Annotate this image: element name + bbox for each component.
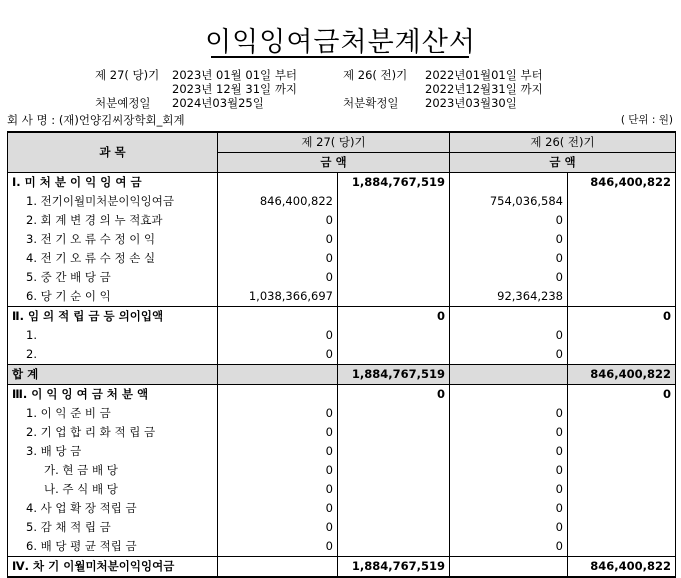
- current-detail-amount: 0: [218, 249, 338, 268]
- prior-total-amount: [568, 442, 676, 461]
- prior-total-amount: [568, 404, 676, 423]
- account-label: 가. 현 금 배 당: [8, 461, 218, 480]
- current-detail-amount: 0: [218, 404, 338, 423]
- prior-total-amount: 846,400,822: [568, 365, 676, 385]
- current-disposal-label: 처분예정일: [95, 96, 151, 110]
- account-label: Ⅲ. 이 익 잉 여 금 처 분 액: [8, 385, 218, 405]
- current-total-amount: [338, 518, 450, 537]
- table-row: [8, 249, 676, 268]
- prior-period-from: 2022년01월01일 부터: [425, 68, 543, 82]
- prior-detail-amount: 0: [450, 537, 568, 557]
- current-total-amount: [338, 192, 450, 211]
- prior-total-amount: [568, 192, 676, 211]
- current-total-amount: [338, 461, 450, 480]
- prior-period-column-header: 제 26( 전)기: [450, 132, 676, 153]
- current-total-amount: [338, 249, 450, 268]
- table-row: [8, 345, 676, 365]
- current-total-amount: [338, 326, 450, 345]
- current-total-amount: [338, 423, 450, 442]
- table-row: [8, 423, 676, 442]
- table-row: [8, 287, 676, 307]
- current-detail-amount: [218, 385, 338, 405]
- current-disposal-date: 2024년03월25일: [172, 96, 264, 110]
- current-detail-amount: 0: [218, 480, 338, 499]
- table-row: [8, 211, 676, 230]
- table-row: [8, 480, 676, 499]
- table-row: [8, 268, 676, 287]
- account-label: 4. 전 기 오 류 수 정 손 실: [8, 249, 218, 268]
- account-label: 3. 전 기 오 류 수 정 이 익: [8, 230, 218, 249]
- table-row: [8, 537, 676, 557]
- prior-detail-amount: 0: [450, 480, 568, 499]
- prior-amount-header: 금 액: [450, 153, 676, 173]
- account-label: 합 계: [8, 365, 218, 385]
- account-label: 2.: [8, 345, 218, 365]
- prior-total-amount: 0: [568, 307, 676, 327]
- table-row: [8, 230, 676, 249]
- current-period-column-header: 제 27( 당)기: [218, 132, 450, 153]
- prior-total-amount: 846,400,822: [568, 557, 676, 578]
- prior-detail-amount: 0: [450, 268, 568, 287]
- current-detail-amount: 0: [218, 268, 338, 287]
- prior-disposal-date: 2023년03월30일: [425, 96, 517, 110]
- current-detail-amount: 0: [218, 499, 338, 518]
- title-underline: [211, 56, 469, 58]
- prior-disposal-label: 처분확정일: [343, 96, 399, 110]
- table-row: [8, 307, 676, 327]
- table-row: [8, 518, 676, 537]
- prior-detail-amount: [450, 365, 568, 385]
- table-row: [8, 499, 676, 518]
- prior-detail-amount: 92,364,238: [450, 287, 568, 307]
- account-label: 4. 사 업 확 장 적립 금: [8, 499, 218, 518]
- prior-detail-amount: [450, 307, 568, 327]
- current-total-amount: 1,884,767,519: [338, 173, 450, 193]
- current-total-amount: 1,884,767,519: [338, 557, 450, 578]
- account-label: 3. 배 당 금: [8, 442, 218, 461]
- current-total-amount: [338, 287, 450, 307]
- prior-total-amount: [568, 326, 676, 345]
- current-detail-amount: 1,038,366,697: [218, 287, 338, 307]
- table-header-row: [8, 132, 676, 153]
- current-detail-amount: 0: [218, 442, 338, 461]
- prior-total-amount: [568, 480, 676, 499]
- prior-detail-amount: 0: [450, 230, 568, 249]
- prior-total-amount: [568, 345, 676, 365]
- prior-total-amount: [568, 268, 676, 287]
- current-detail-amount: [218, 173, 338, 193]
- table-row: [8, 192, 676, 211]
- current-detail-amount: 0: [218, 211, 338, 230]
- prior-total-amount: [568, 287, 676, 307]
- prior-detail-amount: 754,036,584: [450, 192, 568, 211]
- current-total-amount: [338, 499, 450, 518]
- current-detail-amount: [218, 365, 338, 385]
- prior-total-amount: [568, 249, 676, 268]
- table-row: [8, 365, 676, 385]
- prior-detail-amount: 0: [450, 326, 568, 345]
- prior-detail-amount: 0: [450, 442, 568, 461]
- prior-detail-amount: 0: [450, 211, 568, 230]
- account-label: 2. 회 계 변 경 의 누 적효과: [8, 211, 218, 230]
- current-detail-amount: 0: [218, 230, 338, 249]
- account-label: 1. 전기이월미처분이익잉여금: [8, 192, 218, 211]
- prior-detail-amount: [450, 173, 568, 193]
- account-label: 1.: [8, 326, 218, 345]
- table-row: [8, 461, 676, 480]
- current-total-amount: [338, 211, 450, 230]
- prior-detail-amount: [450, 385, 568, 405]
- account-label: Ⅰ. 미 처 분 이 익 잉 여 금: [8, 173, 218, 193]
- account-label: 5. 감 채 적 립 금: [8, 518, 218, 537]
- current-detail-amount: 0: [218, 537, 338, 557]
- account-label: 6. 당 기 순 이 익: [8, 287, 218, 307]
- current-total-amount: [338, 230, 450, 249]
- account-label: Ⅳ. 차 기 이월미처분이익잉여금: [8, 557, 218, 578]
- prior-period-to: 2022년12월31일 까지: [425, 82, 543, 96]
- current-total-amount: [338, 268, 450, 287]
- prior-detail-amount: 0: [450, 345, 568, 365]
- current-total-amount: [338, 345, 450, 365]
- table-row: [8, 385, 676, 405]
- prior-period-label: 제 26( 전)기: [343, 68, 408, 82]
- prior-detail-amount: 0: [450, 423, 568, 442]
- table-row: [8, 557, 676, 578]
- current-total-amount: [338, 480, 450, 499]
- table-row: [8, 326, 676, 345]
- company-name: 회 사 명 : (재)언양김씨장학회_회계: [7, 113, 185, 127]
- current-detail-amount: [218, 307, 338, 327]
- prior-detail-amount: 0: [450, 499, 568, 518]
- current-total-amount: [338, 404, 450, 423]
- account-label: 6. 배 당 평 균 적립 금: [8, 537, 218, 557]
- disposal-statement-table: [7, 131, 676, 578]
- prior-total-amount: 0: [568, 385, 676, 405]
- prior-total-amount: [568, 537, 676, 557]
- current-detail-amount: [218, 557, 338, 578]
- unit-label: ( 단위 : 원): [620, 114, 673, 126]
- account-label: Ⅱ. 임 의 적 립 금 등 의이입액: [8, 307, 218, 327]
- prior-total-amount: [568, 518, 676, 537]
- prior-total-amount: 846,400,822: [568, 173, 676, 193]
- prior-total-amount: [568, 461, 676, 480]
- account-label: 5. 중 간 배 당 금: [8, 268, 218, 287]
- prior-detail-amount: 0: [450, 461, 568, 480]
- current-total-amount: [338, 537, 450, 557]
- current-period-label: 제 27( 당)기: [95, 68, 160, 82]
- account-column-header: 과 목: [8, 132, 218, 173]
- current-total-amount: 1,884,767,519: [338, 365, 450, 385]
- current-total-amount: 0: [338, 385, 450, 405]
- current-amount-header: 금 액: [218, 153, 450, 173]
- current-detail-amount: 0: [218, 518, 338, 537]
- prior-total-amount: [568, 230, 676, 249]
- prior-detail-amount: 0: [450, 249, 568, 268]
- current-period-to: 2023년 12월 31일 까지: [172, 82, 298, 96]
- account-label: 나. 주 식 배 당: [8, 480, 218, 499]
- prior-detail-amount: 0: [450, 404, 568, 423]
- current-period-from: 2023년 01월 01일 부터: [172, 68, 298, 82]
- prior-total-amount: [568, 211, 676, 230]
- account-label: 1. 이 익 준 비 금: [8, 404, 218, 423]
- table-row: [8, 404, 676, 423]
- prior-total-amount: [568, 423, 676, 442]
- prior-detail-amount: [450, 557, 568, 578]
- current-detail-amount: 0: [218, 345, 338, 365]
- account-label: 2. 기 업 합 리 화 적 립 금: [8, 423, 218, 442]
- current-detail-amount: 0: [218, 461, 338, 480]
- current-detail-amount: 0: [218, 423, 338, 442]
- table-row: [8, 173, 676, 193]
- current-detail-amount: 846,400,822: [218, 192, 338, 211]
- prior-total-amount: [568, 499, 676, 518]
- table-row: [8, 442, 676, 461]
- prior-detail-amount: 0: [450, 518, 568, 537]
- current-total-amount: [338, 442, 450, 461]
- current-total-amount: 0: [338, 307, 450, 327]
- current-detail-amount: 0: [218, 326, 338, 345]
- document-title: 이익잉여금처분계산서: [205, 27, 476, 58]
